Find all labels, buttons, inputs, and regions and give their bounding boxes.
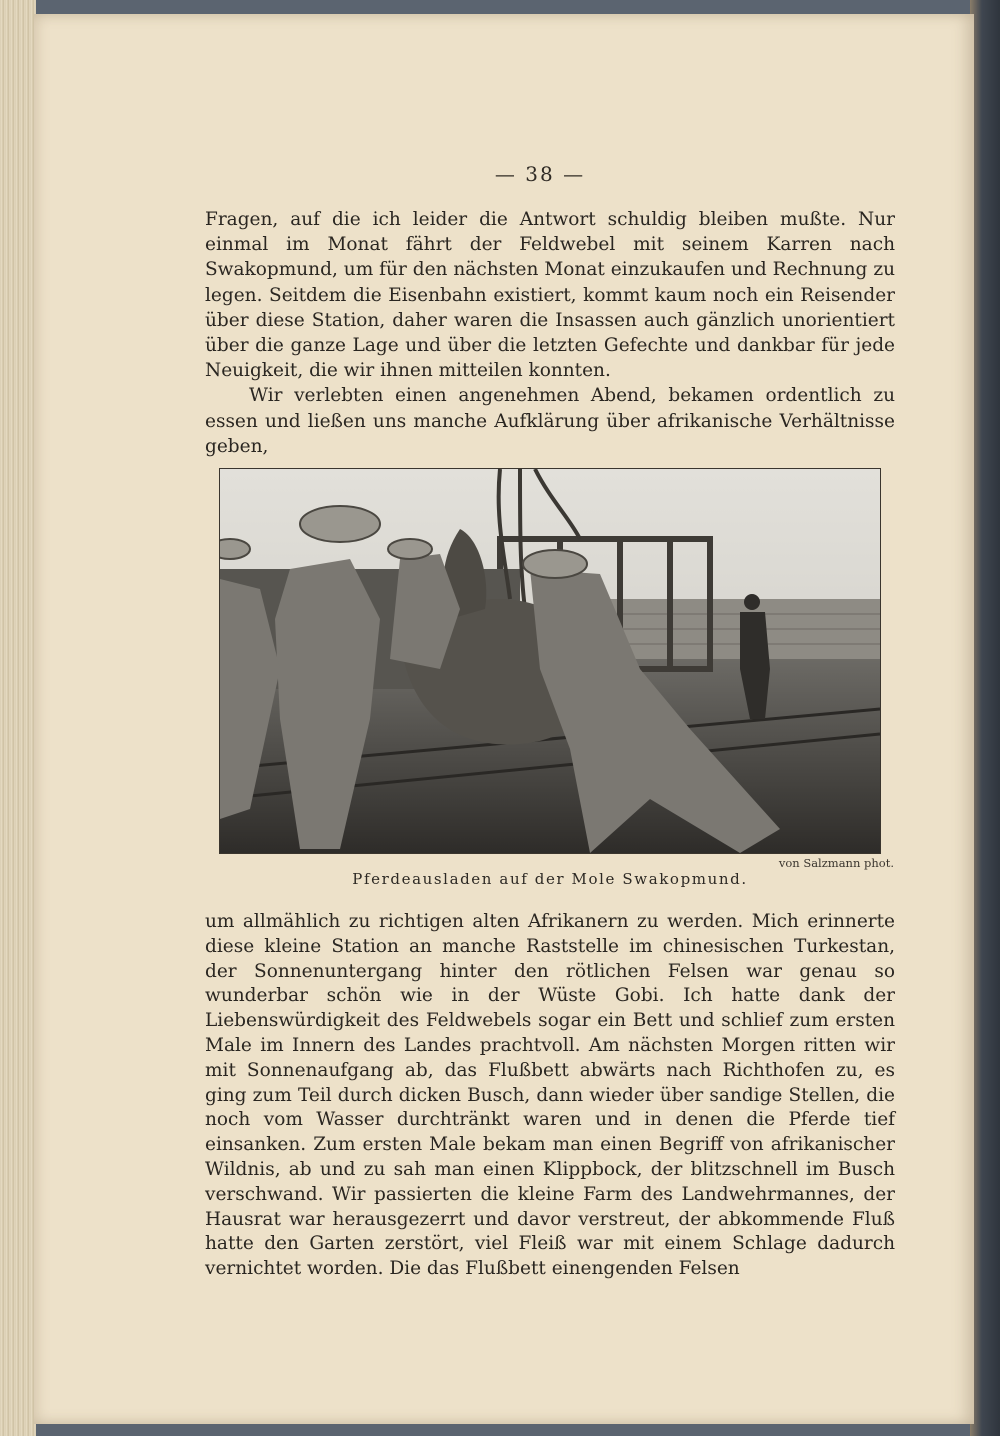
paragraph: Wir verlebten einen angenehmen Abend, bekamen ordentlich zu essen und ließen uns manche Aufklärung über afrikanische Verhältnisse geben,: [205, 385, 895, 457]
book-cover-edge: [970, 0, 1000, 1436]
figure-caption: Pferdeausladen auf der Mole Swakopmund.: [352, 870, 748, 888]
photograph-illustration: [220, 469, 880, 853]
book-page-edges: [0, 0, 36, 1436]
paragraph: um allmählich zu richtigen alten Afrikanern zu werden. Mich erinnerte diese kleine Station an manche Raststelle im chinesischen Turkestan, der Sonnenuntergang hinter den rötlichen Felsen war genau so wunderbar schön wie in der Wüste Gobi. Ich hatte dank der Liebenswürdigkeit des Feldwebels sogar ein Bett und schlief zum ersten Male im Innern des Landes prachtvoll. Am nächsten Morgen ritten wir mit Sonnenaufgang ab, das Flußbett abwärts nach Richthofen zu, es ging zum Teil durch dicken Busch, dann wieder über sandige Stellen, die noch vom Wasser durchtränkt waren und in denen die Pferde tief einsanken. Zum ersten Male bekam man einen Begriff von afrikanischer Wildnis, ab und zu sah man einen Klippbock, der blitzschnell im Busch verschwand. Wir passierten die kleine Farm des Landwehrmannes, der Hausrat war herausgezerrt und davor verstreut, der abkommende Fluß hatte den Garten zerstört, viel Fleiß war mit einem Schlage dadurch vernichtet worden. Die das Flußbett einengenden Felsen: [205, 911, 895, 1280]
photograph-horse-unloading: [219, 468, 881, 854]
page-number: — 38 —: [494, 162, 586, 186]
text-block-bottom: [205, 910, 895, 1282]
photo-credit: von Salzmann phot.: [778, 856, 894, 870]
text-block-top: [205, 207, 895, 459]
paragraph: Fragen, auf die ich leider die Antwort schuldig bleiben mußte. Nur einmal im Monat fährt der Feldwebel mit seinem Karren nach Swakopmund, um für den nächsten Monat einzukaufen und Rechnung zu legen. Seitdem die Eisenbahn existiert, kommt kaum noch ein Reisender über diese Station, daher waren die Insassen auch gänzlich unorientiert über die ganze Lage und über die letzten Gefechte und dankbar für jede Neuigkeit, die wir ihnen mitteilen konnten.: [205, 209, 895, 382]
